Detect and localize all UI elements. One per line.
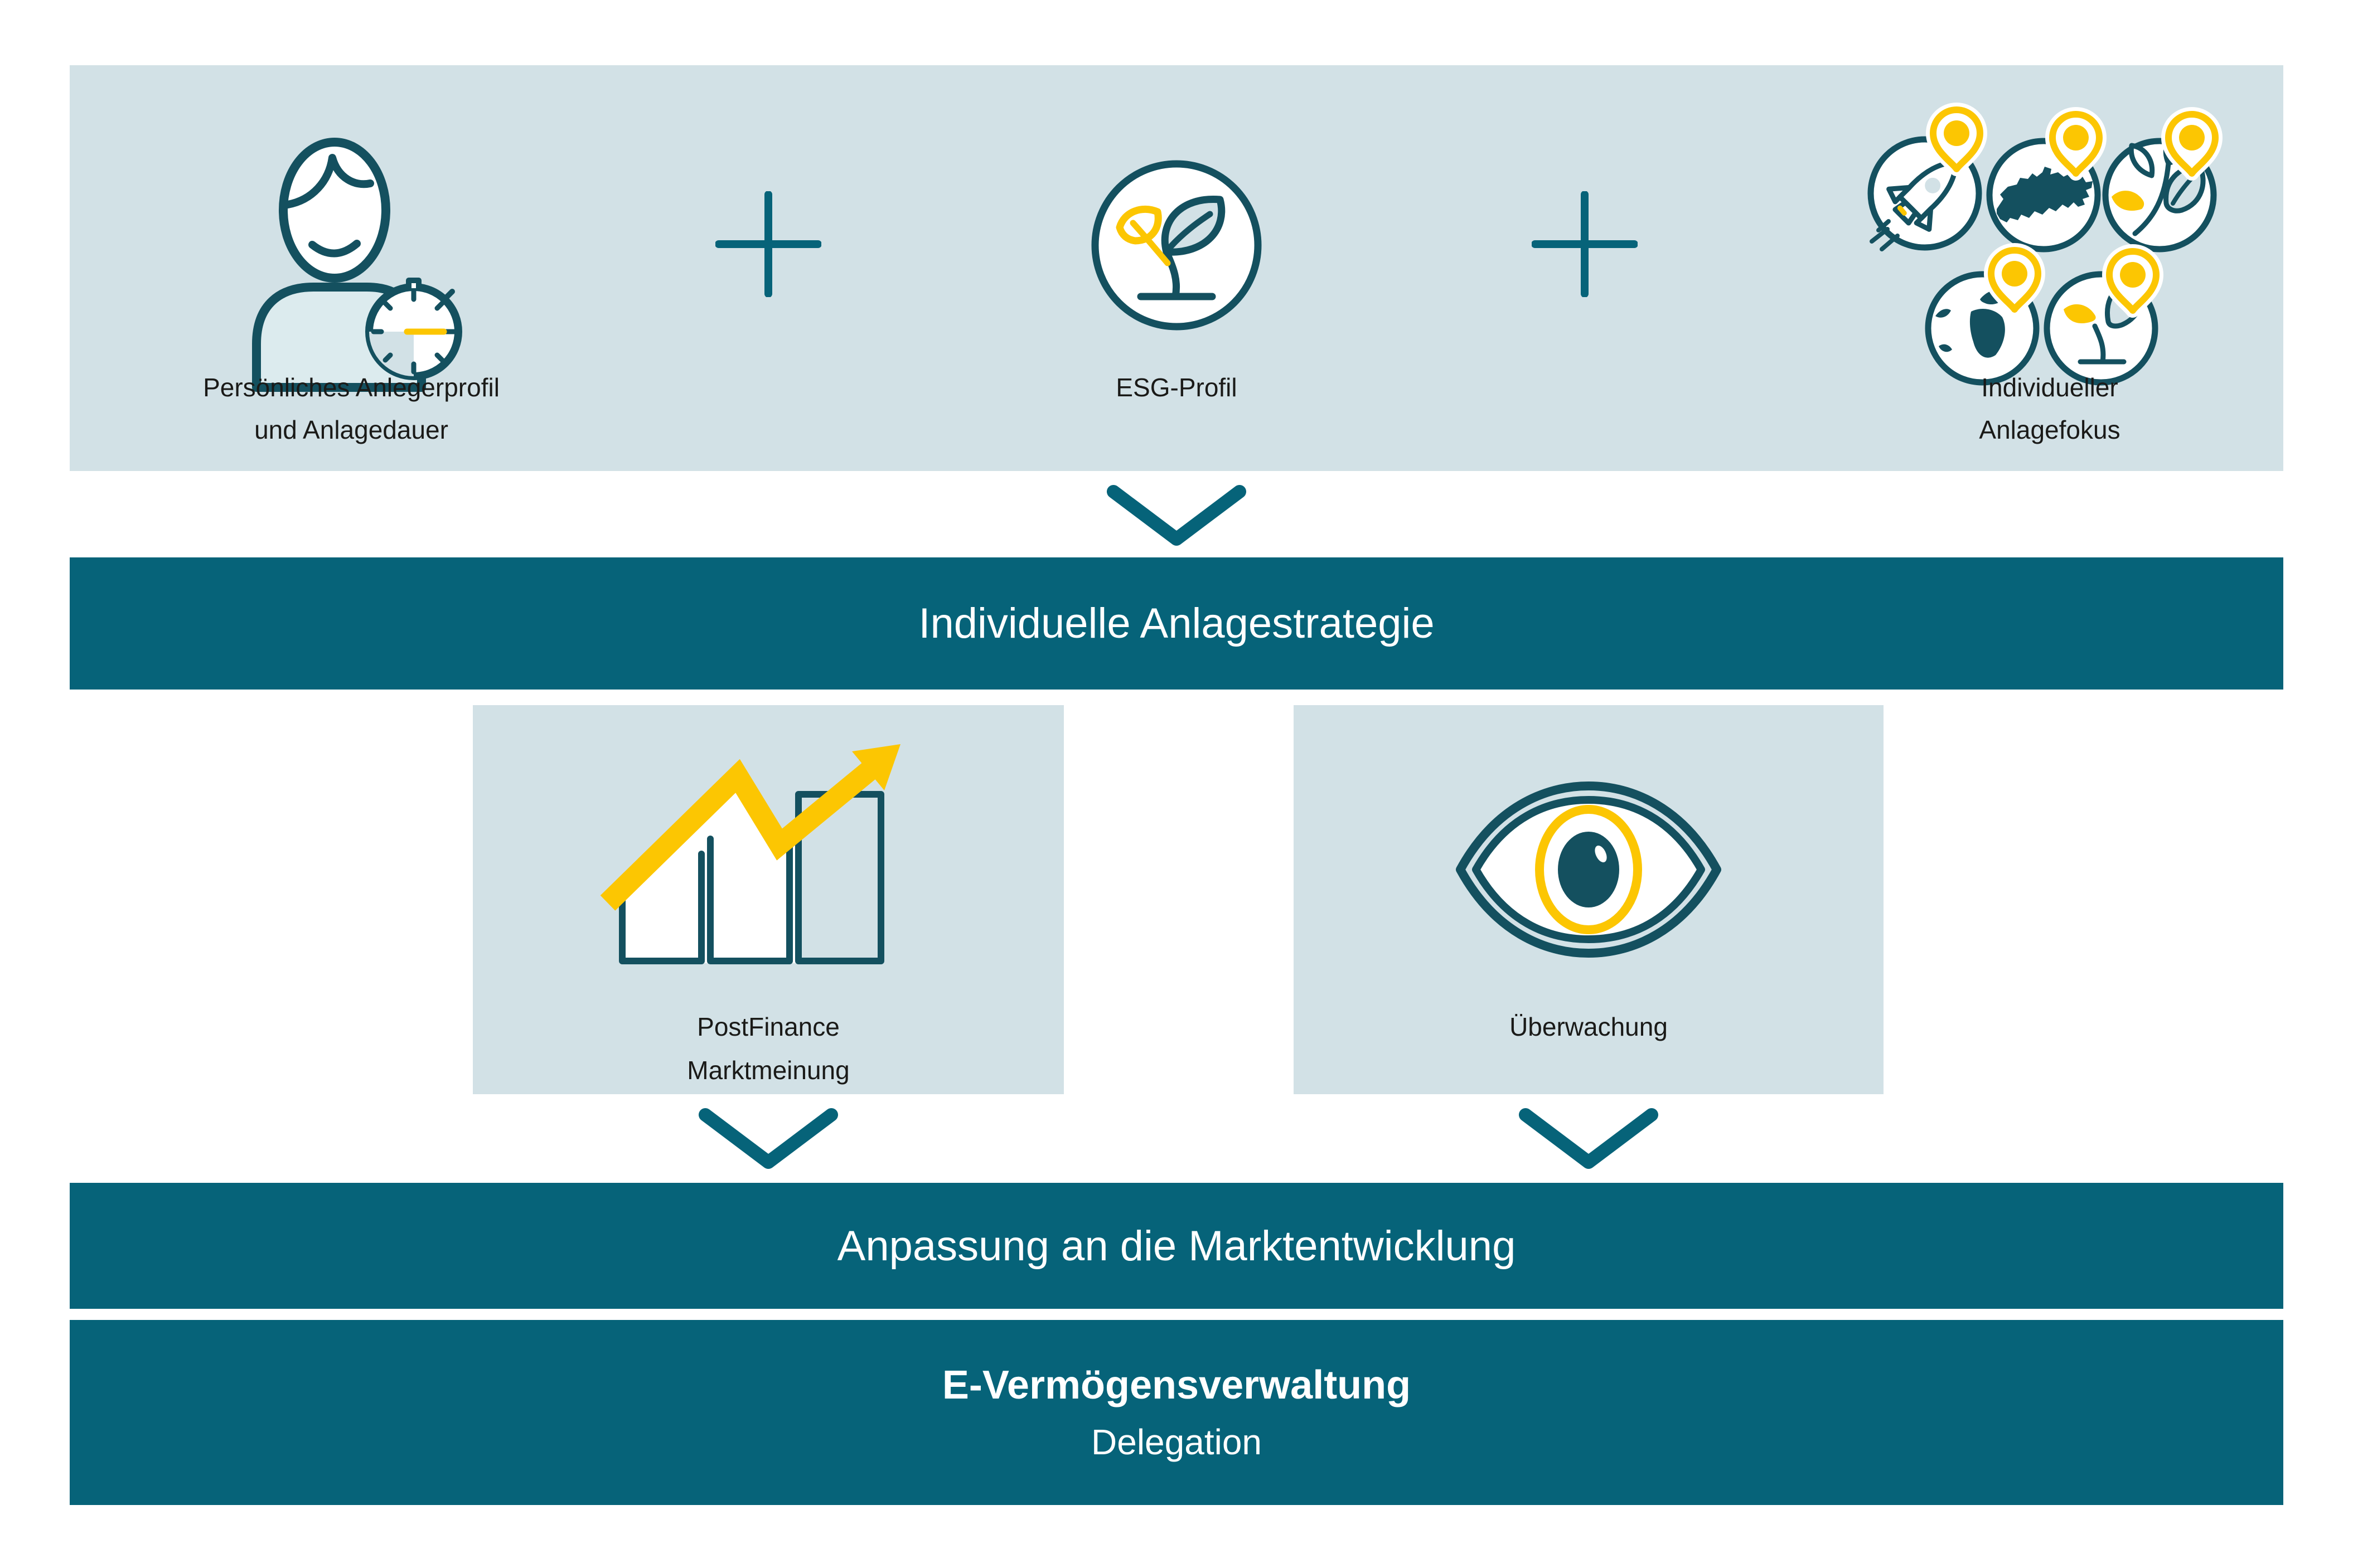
market-opinion-label-line2: Marktmeinung	[687, 1056, 850, 1085]
investor-profile-icon	[240, 121, 463, 400]
market-opinion-box	[473, 705, 1064, 1094]
strategy-band-title: Individuelle Anlagestrategie	[918, 600, 1435, 647]
adjustment-band	[70, 1183, 2283, 1309]
market-opinion-label-line1: PostFinance	[697, 1012, 840, 1041]
investor-profile-label-line1: Persönliches Anlegerprofil	[203, 373, 500, 402]
stopwatch-icon	[369, 280, 458, 376]
focus-label	[1799, 366, 2301, 451]
market-opinion-label	[473, 1005, 1064, 1092]
chevron-down-icon	[1101, 480, 1252, 550]
location-pin-icon	[2109, 251, 2156, 310]
monitoring-box	[1294, 705, 1884, 1094]
location-pin-icon	[2168, 114, 2215, 173]
plus-icon	[1532, 191, 1638, 297]
esg-profile-label-line1: ESG-Profil	[1116, 373, 1237, 402]
monitoring-eye-icon	[1449, 775, 1728, 964]
esg-profile-label	[926, 366, 1427, 409]
monitoring-label	[1294, 1005, 1884, 1048]
investor-profile-label	[100, 366, 602, 451]
chevron-down-icon	[693, 1104, 844, 1173]
strategy-band	[70, 557, 2283, 690]
monitoring-label-line1: Überwachung	[1509, 1012, 1668, 1041]
focus-label-line2: Anlagefokus	[1979, 415, 2120, 444]
location-pin-icon	[1933, 110, 1980, 169]
result-band-subtitle: Delegation	[1091, 1422, 1262, 1462]
chevron-down-icon	[1513, 1104, 1664, 1173]
location-pin-icon	[1991, 250, 2038, 309]
result-band	[70, 1320, 2283, 1505]
investor-profile-label-line2: und Anlagedauer	[254, 415, 448, 444]
location-pin-icon	[2052, 114, 2099, 173]
input-factors-panel	[70, 65, 2283, 471]
focus-label-line1: Individueller	[1981, 373, 2118, 402]
market-chart-icon	[595, 736, 941, 975]
adjustment-band-title: Anpassung an die Marktentwicklung	[837, 1222, 1516, 1270]
esg-plant-icon	[1087, 156, 1266, 334]
plus-icon	[715, 191, 821, 297]
result-band-title: E-Vermögensverwaltung	[942, 1363, 1411, 1407]
